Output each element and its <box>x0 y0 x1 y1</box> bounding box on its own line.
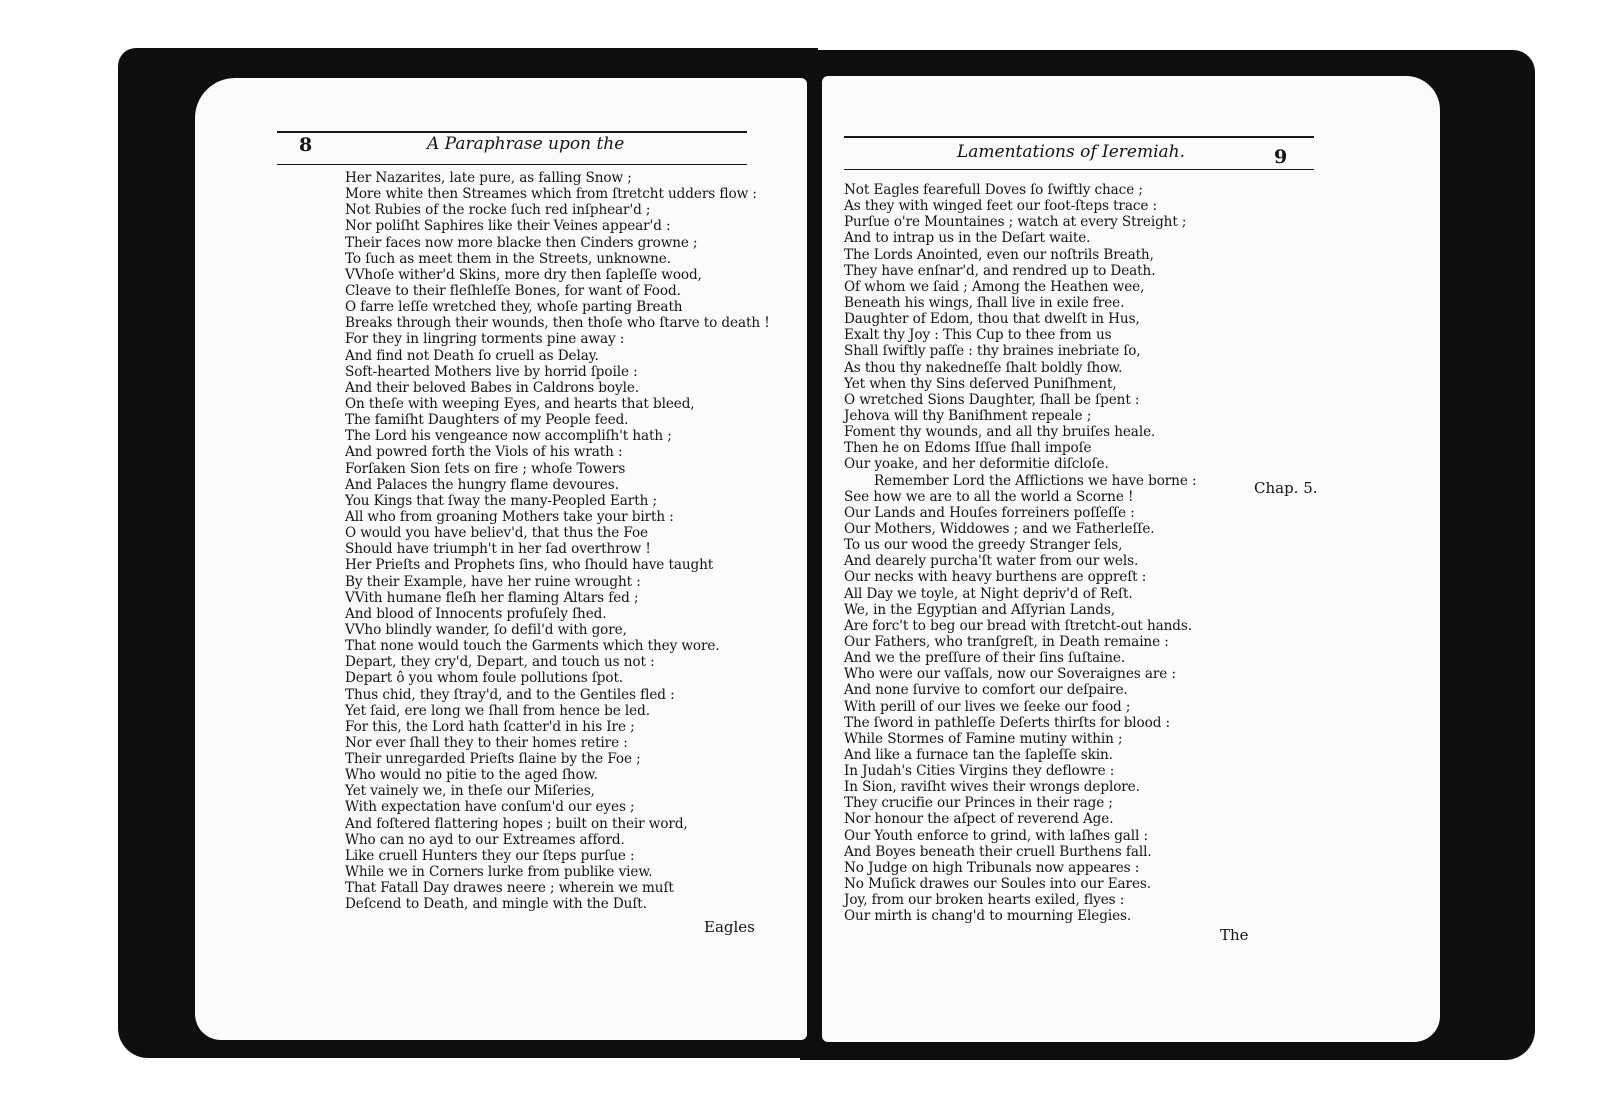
verse-line: Forſaken Sion ſets on fire ; whoſe Towers <box>345 460 626 477</box>
verse-line: Depart ô you whom foule pollutions ſpot. <box>345 670 624 687</box>
verse-line: And dearely purcha'ſt water from our wels. <box>844 553 1139 570</box>
verse-line: Purſue o're Mountaines ; watch at every Streight ; <box>844 214 1187 231</box>
verse-line: Our Mothers, Widdowes ; and we Fatherleſſe. <box>844 520 1155 537</box>
verse-line: They crucifie our Princes in their rage ; <box>844 795 1113 812</box>
verse-line: We, in the Egyptian and Aſſyrian Lands, <box>844 601 1116 618</box>
verse-line: Their unregarded Prieſts ſlaine by the Foe ; <box>345 751 641 768</box>
header-rule <box>844 169 1314 170</box>
verse-line: You Kings that ſway the many-Peopled Earth ; <box>345 492 657 509</box>
verse-line: Not Eagles fearefull Doves ſo ſwiftly chace ; <box>844 182 1143 198</box>
page-number: 9 <box>1274 146 1288 168</box>
verse-line: The ſword in pathleſſe Deſerts thirſts for blood : <box>844 714 1171 731</box>
verse-line: VVhoſe wither'd Skins, more dry then ſapleſſe wood, <box>345 266 702 283</box>
running-head: A Paraphrase upon the <box>427 134 625 154</box>
verse-line: To ſuch as meet them in the Streets, unknowne. <box>345 250 671 267</box>
verse-line: In Judah's Cities Virgins they deflowre : <box>844 763 1115 780</box>
verse-line: Who would no pitie to the aged ſhow. <box>345 767 598 784</box>
verse-line: Who can no ayd to our Extreames afford. <box>345 831 625 848</box>
header-rule <box>844 136 1314 138</box>
verse-line: Our mirth is chang'd to mourning Elegies. <box>844 908 1132 925</box>
verse-line: The Lords Anointed, even our noſtrils Breath, <box>844 246 1154 263</box>
verse-line: Our necks with heavy burthens are oppreſt : <box>844 569 1147 586</box>
verse-line: Depart, they cry'd, Depart, and touch us not : <box>345 654 655 671</box>
verse-line: Foment thy wounds, and all thy bruiſes heale. <box>844 424 1156 441</box>
verse-line: Their faces now more blacke then Cinders growne ; <box>345 234 698 251</box>
verse-line: Our yoake, and her deformitie diſcloſe. <box>844 456 1109 473</box>
verse-line: Like cruell Hunters they our ſteps purſue : <box>345 847 635 864</box>
verse-line: And to intrap us in the Deſart waite. <box>844 230 1091 247</box>
verse-line: Her Nazarites, late pure, as falling Snow ; <box>345 170 632 186</box>
verse-line: Our Youth enforce to grind, with laſhes gall : <box>844 827 1149 844</box>
verse-line: Who were our vaſſals, now our Soveraignes are : <box>844 666 1176 683</box>
verse-line: Yet when thy Sins deſerved Puniſhment, <box>844 375 1117 392</box>
verse-line: O would you have believ'd, that thus the Foe <box>345 525 648 542</box>
verse-line: Daughter of Edom, thou that dwelſt in Hus, <box>844 311 1140 328</box>
verse-line: And blood of Innocents profuſely ſhed. <box>345 605 607 622</box>
verse-line: On theſe with weeping Eyes, and hearts that bleed, <box>345 395 695 412</box>
verse-line: More white then Streames which from ſtretcht udders flow : <box>345 186 757 203</box>
verse-line: Should have triumph't in her ſad overthrow ! <box>345 541 651 558</box>
verse-line: They have enſnar'd, and rendred up to Death. <box>844 262 1156 279</box>
verse-line: Joy, from our broken hearts exiled, flyes : <box>844 892 1125 909</box>
verse-line: Nor ever ſhall they to their homes retire : <box>345 734 628 751</box>
verse-line: That none would touch the Garments which they wore. <box>345 638 720 655</box>
verse-line: While Stormes of Famine mutiny within ; <box>844 730 1123 747</box>
verse-line: That Fatall Day drawes neere ; wherein we muſt <box>345 880 674 897</box>
verse-line: All Day we toyle, at Night depriv'd of Reſt. <box>844 585 1133 602</box>
verse-line: By their Example, have her ruine wrought : <box>345 573 641 590</box>
verse-line: As thou thy nakedneſſe ſhalt boldly ſhow. <box>844 359 1123 376</box>
verse-line: And Palaces the hungry flame devoures. <box>345 476 619 493</box>
verse-line: To us our wood the greedy Stranger ſels, <box>844 537 1123 554</box>
verse-line: Beneath his wings, ſhall live in exile free. <box>844 294 1125 311</box>
verse-line: Exalt thy Joy : This Cup to thee from us <box>844 327 1112 344</box>
verse-line: While we in Corners lurke from publike view. <box>345 864 653 881</box>
catchword: Eagles <box>704 918 755 936</box>
verse-line: As they with winged feet our foot-ſteps trace : <box>844 198 1157 215</box>
verse-line: In Sion, raviſht wives their wrongs deplore. <box>844 779 1140 796</box>
verse-line: Our Fathers, who tranſgreſt, in Death remaine : <box>844 633 1169 650</box>
verse-line: And none ſurvive to comfort our deſpaire. <box>844 682 1128 699</box>
verse-line: Soft-hearted Mothers live by horrid ſpoile : <box>345 363 638 380</box>
verse-line: Then he on Edoms Iſſue ſhall impoſe <box>844 440 1092 457</box>
left-page <box>195 78 807 1040</box>
verse-line: Are forc't to beg our bread with ſtretcht-out hands. <box>844 617 1192 634</box>
verse-line: The Lord his vengeance now accompliſh't hath ; <box>345 428 672 445</box>
verse-line: And we the preſſure of their ſins ſuſtaine. <box>844 650 1126 667</box>
verse-line: And foſtered flattering hopes ; built on their word, <box>345 815 688 832</box>
header-rule <box>277 131 747 133</box>
verse-line: And find not Death ſo cruell as Delay. <box>345 347 599 364</box>
verse-line: No Judge on high Tribunals now appeares : <box>844 859 1140 876</box>
verse-line: Cleave to their fleſhleſſe Bones, for want of Food. <box>345 282 681 299</box>
verse-line: With expectation have conſum'd our eyes ; <box>345 799 635 816</box>
verse-line: The famiſht Daughters of my People feed. <box>345 412 629 429</box>
verse-line: No Muſick drawes our Soules into our Eares. <box>844 876 1152 893</box>
verse-line: See how we are to all the world a Scorne ! <box>844 488 1134 505</box>
verse-line: For this, the Lord hath ſcatter'd in his Ire ; <box>345 718 635 735</box>
verse-line: And their beloved Babes in Caldrons boyle. <box>345 379 639 396</box>
verse-line: Breaks through their wounds, then thoſe who ſtarve to death ! <box>345 315 770 332</box>
verse-line: Yet vainely we, in theſe our Miſeries, <box>345 783 595 800</box>
verse-line: All who from groaning Mothers take your birth : <box>345 508 674 525</box>
verse-line: And Boyes beneath their cruell Burthens fall. <box>844 843 1152 860</box>
verse-line: Of whom we ſaid ; Among the Heathen wee, <box>844 278 1145 295</box>
verse-line: Shall ſwiftly paſſe : thy braines inebriate ſo, <box>844 343 1141 360</box>
verse-line: VVho blindly wander, ſo defil'd with gore, <box>345 621 627 638</box>
verse-line: Deſcend to Death, and mingle with the Duſt. <box>345 896 647 913</box>
verse-line: VVith humane fleſh her flaming Altars fed ; <box>345 589 639 606</box>
verse-line: For they in lingring torments pine away : <box>345 331 625 348</box>
verse-line: Remember Lord the Afflictions we have borne : <box>874 472 1197 489</box>
verse-line: Nor honour the aſpect of reverend Age. <box>844 811 1114 828</box>
verse-line: And powred forth the Viols of his wrath : <box>345 444 623 461</box>
margin-note: Chap. 5. <box>1254 479 1318 497</box>
header-rule <box>277 164 747 165</box>
verse-line: And like a furnace tan the ſapleſſe skin. <box>844 746 1113 763</box>
verse-line: Nor poliſht Saphires like their Veines appear'd : <box>345 218 671 235</box>
verse-line: O farre leſſe wretched they, whoſe parting Breath <box>345 299 683 316</box>
verse-line: Jehova will thy Baniſhment repeale ; <box>844 407 1092 424</box>
right-page <box>822 76 1440 1042</box>
page-number: 8 <box>299 134 313 156</box>
verse-column <box>844 182 1196 924</box>
running-head: Lamentations of Ieremiah. <box>957 142 1186 162</box>
verse-line: Thus chid, they ſtray'd, and to the Gentiles fled : <box>345 686 675 703</box>
verse-line: With perill of our lives we ſeeke our food ; <box>844 698 1131 715</box>
verse-line: Our Lands and Houſes forreiners poſſeſſe : <box>844 504 1135 521</box>
verse-line: Yet ſaid, ere long we ſhall from hence be led. <box>345 702 650 719</box>
catchword: The <box>1220 926 1249 944</box>
verse-line: Not Rubies of the rocke ſuch red inſphear'd ; <box>345 202 651 219</box>
verse-line: O wretched Sions Daughter, ſhall be ſpent : <box>844 391 1140 408</box>
verse-column <box>345 170 770 912</box>
verse-line: Her Prieſts and Prophets ſins, who ſhould have taught <box>345 557 714 574</box>
